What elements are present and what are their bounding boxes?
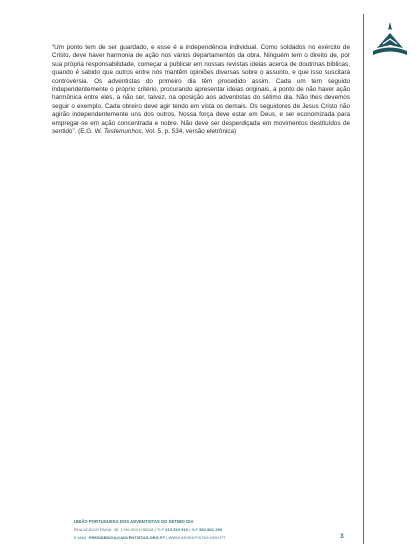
quote-text: “Um ponto tem de ser guardado, e esse é a independência individual. Como soldados no exército de Cristo, deve haver harmonia de ação nos vários departamentos da obra. Ninguém tem o direito de, por sua própria responsabilidade, começar a publicar em nossas revistas ideias acerca de doutrinas bíblicas, quando é sabido que outros entre nós mantêm opiniões diversas sobre o assunto, e que isso suscitará controvérsia. Os adventistas do primeiro dia têm procedido assim. Cada um tem seguido independentemente o próprio critério, procurando apresentar ideias originais, a ponto de não haver ação harmônica entre eles, a não ser, talvez, na oposição aos adventistas do sétimo dia. Não lhes devemos seguir o exemplo. Cada obreiro deve agir tendo em vista os demais. Os seguidores de Jesus Cristo não agirão independentemente uns dos outros. Nossa força deve estar em Deus, e ser economizada para empregar-se em ação concentrada e nobre. Não deve ser desperdiçada em movimentos destituídos de sentido”. (E.G. W. xyxy=(52,44,350,136)
footer-web-line: E-MAIL PRESIDENCIA@ADVENTISTAS.ORG.PT | WWW.ADVENTISTAS.ORG.PT xyxy=(74,535,226,540)
footer-nif-label: NIF xyxy=(191,527,199,532)
header-divider-line xyxy=(363,14,364,544)
footer-contact-line: RUA ACÁCIO PAIVA, 35, 1700-004 LISBOA | TLF 213 510 910 | NIF 502 801 250 xyxy=(74,527,223,532)
quote-paragraph xyxy=(52,44,350,136)
footer-email-label: E-MAIL xyxy=(74,535,88,540)
footer-nif: 502 801 250 xyxy=(199,527,223,532)
footer-email: PRESIDENCIA@ADVENTISTAS.ORG.PT xyxy=(88,535,166,540)
footer-tel-label: TLF xyxy=(156,527,165,532)
footer-tel: 213 510 910 xyxy=(165,527,189,532)
book-title: Testemunhos xyxy=(103,128,142,136)
footer-website: WWW.ADVENTISTAS.ORG.PT xyxy=(168,535,226,540)
adventist-logo-icon xyxy=(369,20,411,60)
footer-organization: UNIÃO PORTUGUESA DOS ADVENTISTAS DO SÉTIMO DIA xyxy=(74,519,194,524)
quote-citation: , Vol. 5, p. 534, versão eletrônica) xyxy=(141,128,237,136)
page-number: 3 xyxy=(340,533,344,540)
footer-address: RUA ACÁCIO PAIVA, 35, 1700-004 LISBOA xyxy=(74,527,154,532)
page-footer xyxy=(74,518,344,542)
